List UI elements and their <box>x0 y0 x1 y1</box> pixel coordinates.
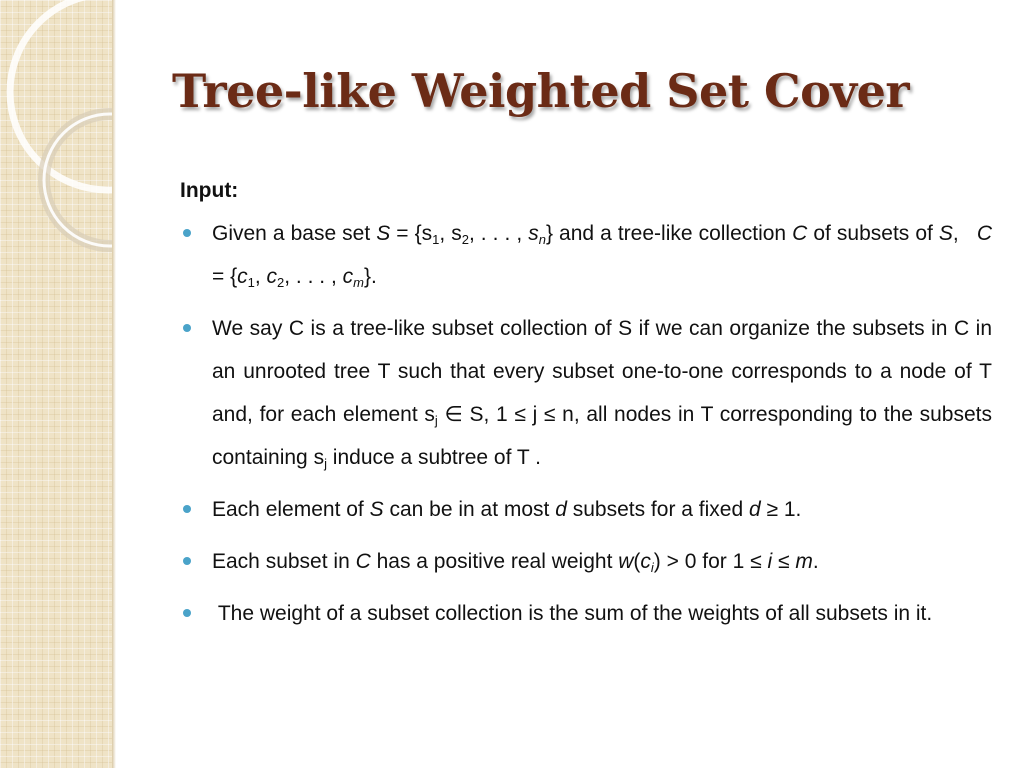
decorative-ring-small-highlight <box>44 114 112 246</box>
bullet-icon <box>183 557 191 565</box>
decorative-sidebar <box>0 0 112 768</box>
bullet-item-element-degree <box>180 488 992 531</box>
bullet-icon <box>183 609 191 617</box>
bullet-item-tree-like-definition <box>180 307 992 479</box>
slide-title: Tree-like Weighted Set Cover <box>172 64 910 118</box>
slide-body <box>180 176 992 644</box>
decorative-ring-large <box>10 0 112 190</box>
bullet-list <box>180 212 992 635</box>
decorative-ring-small <box>44 114 112 246</box>
bullet-item-subset-weight <box>180 540 992 583</box>
bullet-text: Given a base set $S = \{s_1$, $s_2$, . . . , $s_n$} and a tree-like collection C of subsets of S, $C = \{c_1$, $c_2$, . . . , $c_m$}. <box>212 222 992 290</box>
bullet-icon <box>183 505 191 513</box>
bullet-text: Each subset in C has a positive real weight $w(c_i) > 0$ for 1 ≤ i ≤ m. <box>212 550 819 575</box>
bullet-text: Each element of S can be in at most d subsets for a fixed d ≥ 1. <box>212 498 802 521</box>
bullet-icon <box>183 324 191 332</box>
bullet-text: The weight of a subset collection is the sum of the weights of all subsets in it. <box>212 602 933 625</box>
bullet-item-collection-weight <box>180 592 992 635</box>
bullet-icon <box>183 229 191 237</box>
sidebar-divider <box>112 0 116 768</box>
input-label: Input: <box>180 179 239 202</box>
bullet-text: We say C is a tree-like subset collection of S if we can organize the subsets in C in an unrooted tree T such that every subset one-to-one corresponds to a node of T and, for each element $s_j$ ∈ S, 1 ≤ j ≤ n, all nodes in T corresponding to the subsets containing $s_j$ induce a subtree of T . <box>212 317 992 471</box>
bullet-item-base-set <box>180 212 992 298</box>
decorative-rings <box>0 0 112 768</box>
